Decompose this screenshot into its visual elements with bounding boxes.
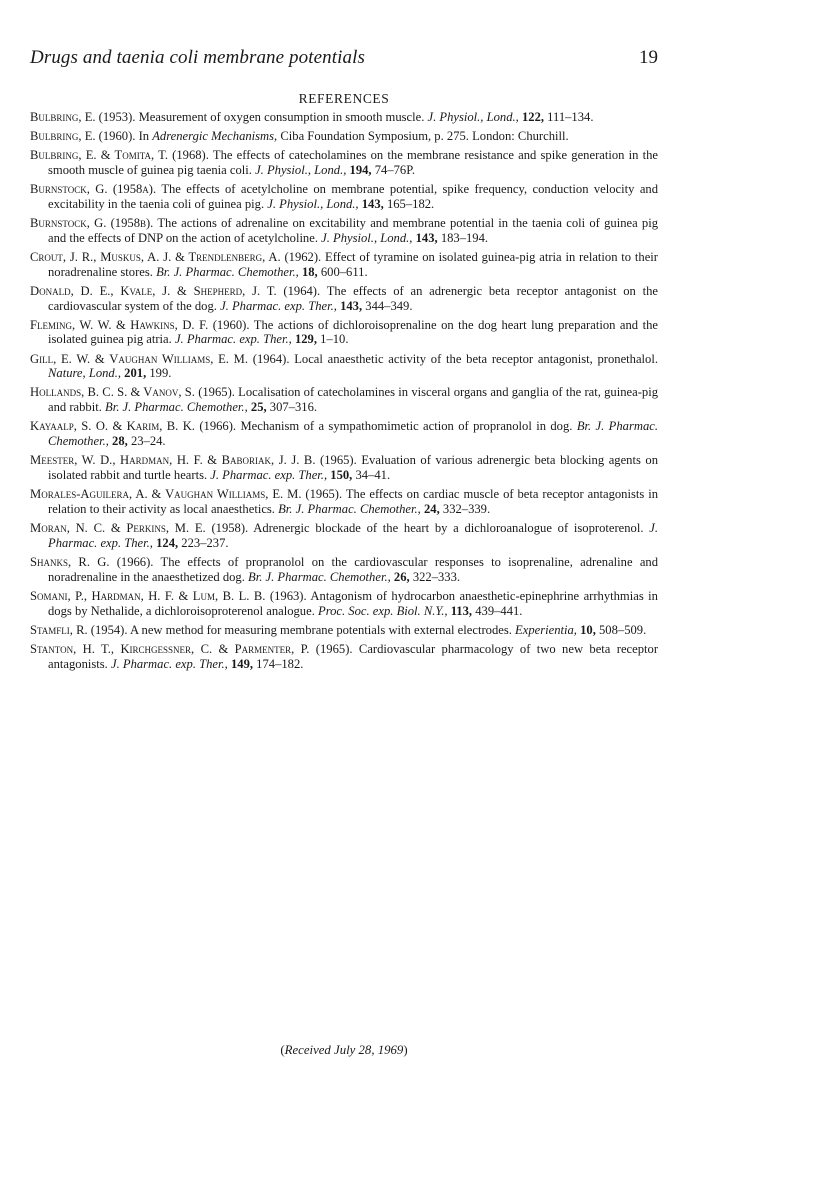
reference-journal: J. Physiol., Lond., (255, 162, 347, 177)
reference-volume: 122, (521, 110, 545, 124)
reference-pages: 332–339. (442, 501, 491, 516)
reference-journal: J. Physiol., Lond., (427, 110, 519, 124)
reference-authors: Fleming, W. W. & Hawkins, D. F. (1960). (30, 317, 250, 332)
reference-title: Localisation of catecholamines in visceral organs and ganglia of the rat, guinea-pig and rabbit. (48, 385, 658, 415)
reference-volume: 24, (423, 501, 440, 516)
reference-pages: 74–76P. (374, 162, 415, 177)
reference-journal: Experientia, (515, 622, 577, 637)
references-heading: REFERENCES (298, 91, 390, 106)
reference-journal: Br. J. Pharmac. Chemother., (156, 264, 299, 279)
reference-title: The actions of dichloroisoprenaline on the dog heart lung preparation and the isolated guinea pig atria. (48, 317, 659, 347)
reference-authors: Gill, E. W. & Vaughan Williams, E. M. (1964). (30, 351, 290, 366)
reference-journal: J. Pharmac. exp. Ther., (48, 520, 658, 550)
reference-authors: Somani, P., Hardman, H. F. & Lum, B. L. B. (1963). (30, 588, 307, 603)
page-number: 19 (639, 47, 658, 68)
reference-volume: 26, (393, 569, 410, 584)
reference-pages: 307–316. (269, 400, 318, 415)
reference-volume: 194, (349, 162, 372, 177)
reference-item (30, 487, 658, 517)
reference-journal: Br. J. Pharmac. Chemother., (105, 400, 248, 415)
reference-item (30, 589, 658, 619)
reference-journal: J. Pharmac. exp. Ther., (110, 656, 228, 671)
reference-authors: Kayaalp, S. O. & Karim, B. K. (1966). (30, 419, 237, 434)
reference-journal: Br. J. Pharmac. Chemother., (278, 501, 421, 516)
reference-pages: 174–182. (256, 656, 304, 671)
reference-authors: Bulbring, E. & Tomita, T. (1968). (30, 148, 209, 163)
reference-title: The effects on cardiac muscle of beta receptor antagonists in relation to their activity as local anaesthetics. (48, 487, 659, 516)
reference-item (30, 385, 658, 415)
reference-item (30, 148, 658, 178)
reference-pages: 1–10. (320, 332, 349, 347)
reference-journal: Br. J. Pharmac. Chemother., (248, 569, 391, 584)
reference-title: The actions of adrenaline on excitability and membrane potential in the taenia coli of guinea pig and the effects of DNP on the action of acetylcholine. (48, 215, 658, 245)
reference-volume: 10, (580, 622, 596, 637)
reference-authors: Bulbring, E. (1953). (30, 110, 136, 124)
reference-journal: J. Physiol., Lond., (321, 230, 413, 245)
reference-title: Evaluation of various adrenergic beta blocking agents on isolated rabbit and turtle hearts. (48, 453, 659, 482)
received-date: (Received July 28, 1969) (280, 1043, 408, 1057)
reference-journal: Br. J. Pharmac. Chemother., (48, 419, 658, 449)
reference-volume: 28, (112, 434, 128, 449)
reference-pages: 223–237. (181, 535, 229, 550)
reference-volume: 143, (340, 298, 363, 313)
reference-title: Antagonism of hydrocarbon anaesthetic-epinephrine arrhythmias in dogs by Nethalide, a dichloroisoproterenol analogue. (48, 588, 658, 618)
reference-journal: Nature, Lond., (48, 366, 122, 381)
reference-title: Mechanism of a sympathomimetic action of propranolol in dog. (240, 419, 573, 434)
reference-title: Adrenergic blockade of the heart by a dichloroanalogue of isoproterenol. (253, 520, 644, 535)
reference-volume: 149, (230, 656, 254, 671)
reference-volume: 25, (250, 400, 267, 415)
reference-item (30, 110, 658, 125)
reference-journal: J. Pharmac. exp. Ther., (210, 468, 328, 482)
reference-item (30, 216, 658, 246)
reference-item (30, 182, 658, 212)
reference-title: Cardiovascular pharmacology of two new beta receptor antagonists. (48, 641, 659, 671)
reference-title: The effects of acetylcholine on membrane potential, spike frequency, conduction velocity and excitability in the taenia coli of guinea pig. (48, 182, 659, 211)
reference-authors: Donald, D. E., Kvale, J. & Shepherd, J. T. (1964). (30, 283, 321, 298)
reference-journal: J. Pharmac. exp. Ther., (174, 332, 292, 347)
reference-title: The effects of catecholamines on the membrane resistance and spike generation in the smooth muscle of guinea pig taenia coli. (48, 148, 658, 177)
reference-pages: 183–194. (440, 230, 489, 245)
reference-pages: 439–441. (475, 603, 523, 618)
reference-pages: 322–333. (412, 569, 461, 584)
reference-journal: Adrenergic Mechanisms, (152, 129, 278, 144)
reference-journal: Proc. Soc. exp. Biol. N.Y., (318, 603, 448, 618)
reference-authors: Bulbring, E. (1960). (30, 129, 136, 144)
reference-authors: Meester, W. D., Hardman, H. F. & Baboriak, J. J. B. (1965). (30, 453, 357, 468)
reference-volume: 143, (415, 230, 438, 245)
reference-title: Effect of tyramine on isolated guinea-pig atria in relation to their noradrenaline stores. (48, 249, 658, 279)
reference-pages: 111–134. (547, 110, 594, 124)
reference-volume: 124, (156, 535, 179, 550)
reference-item (30, 555, 658, 585)
reference-authors: Stamfli, R. (1954). (30, 622, 128, 637)
reference-title: The effects of propranolol on the cardiovascular responses to isoprenaline, adrenaline and noradrenaline in the anaesthetized dog. (48, 554, 659, 584)
reference-item (30, 521, 658, 551)
reference-item (30, 284, 658, 314)
reference-authors: Shanks, R. G. (1966). (30, 554, 154, 569)
reference-list (30, 110, 658, 676)
reference-pages: Ciba Foundation Symposium, p. 275. London: Churchill. (280, 129, 569, 144)
reference-item (30, 129, 658, 144)
reference-journal: J. Physiol., Lond., (267, 196, 359, 211)
reference-item (30, 318, 658, 348)
reference-item (30, 419, 658, 449)
reference-volume: 113, (450, 603, 473, 618)
reference-item (30, 453, 658, 483)
reference-authors: Morales-Aguilera, A. & Vaughan Williams, E. M. (1965). (30, 487, 343, 502)
page-header (30, 47, 658, 73)
reference-authors: Moran, N. C. & Perkins, M. E. (1958). (30, 520, 249, 535)
reference-pages: 34–41. (355, 468, 391, 482)
reference-volume: 18, (301, 264, 318, 279)
reference-authors: Stanton, H. T., Kirchgessner, C. & Parmenter, P. (1965). (30, 641, 353, 656)
reference-authors: Burnstock, G. (1958a). (30, 182, 157, 197)
reference-item (30, 642, 658, 672)
reference-authors: Crout, J. R., Muskus, A. J. & Trendlenberg, A. (1962). (30, 249, 322, 264)
reference-pages: 23–24. (130, 434, 166, 449)
reference-item (30, 250, 658, 280)
reference-item (30, 352, 658, 382)
running-title: Drugs and taenia coli membrane potentials (30, 47, 365, 68)
reference-title: Local anaesthetic activity of the beta receptor antagonist, pronethalol. (294, 351, 658, 366)
reference-authors: Burnstock, G. (1958b). (30, 215, 154, 230)
reference-pages: 165–182. (386, 196, 435, 211)
reference-volume: 129, (294, 332, 317, 347)
reference-title: The effects of an adrenergic beta receptor antagonist on the cardiovascular system of the dog. (48, 283, 659, 313)
reference-volume: 201, (124, 366, 147, 381)
reference-pages: 344–349. (365, 298, 413, 313)
reference-pages: 600–611. (320, 264, 368, 279)
reference-pages: 508–509. (599, 622, 647, 637)
reference-title: In (138, 129, 150, 144)
reference-title: A new method for measuring membrane potentials with external electrodes. (129, 622, 512, 637)
reference-volume: 143, (361, 196, 384, 211)
reference-journal: J. Pharmac. exp. Ther., (220, 298, 337, 313)
reference-authors: Hollands, B. C. S. & Vanov, S. (1965). (30, 385, 235, 400)
reference-pages: 199. (149, 366, 172, 381)
reference-title: Measurement of oxygen consumption in smooth muscle. (138, 110, 425, 124)
reference-volume: 150, (330, 468, 353, 482)
reference-item (30, 623, 658, 638)
